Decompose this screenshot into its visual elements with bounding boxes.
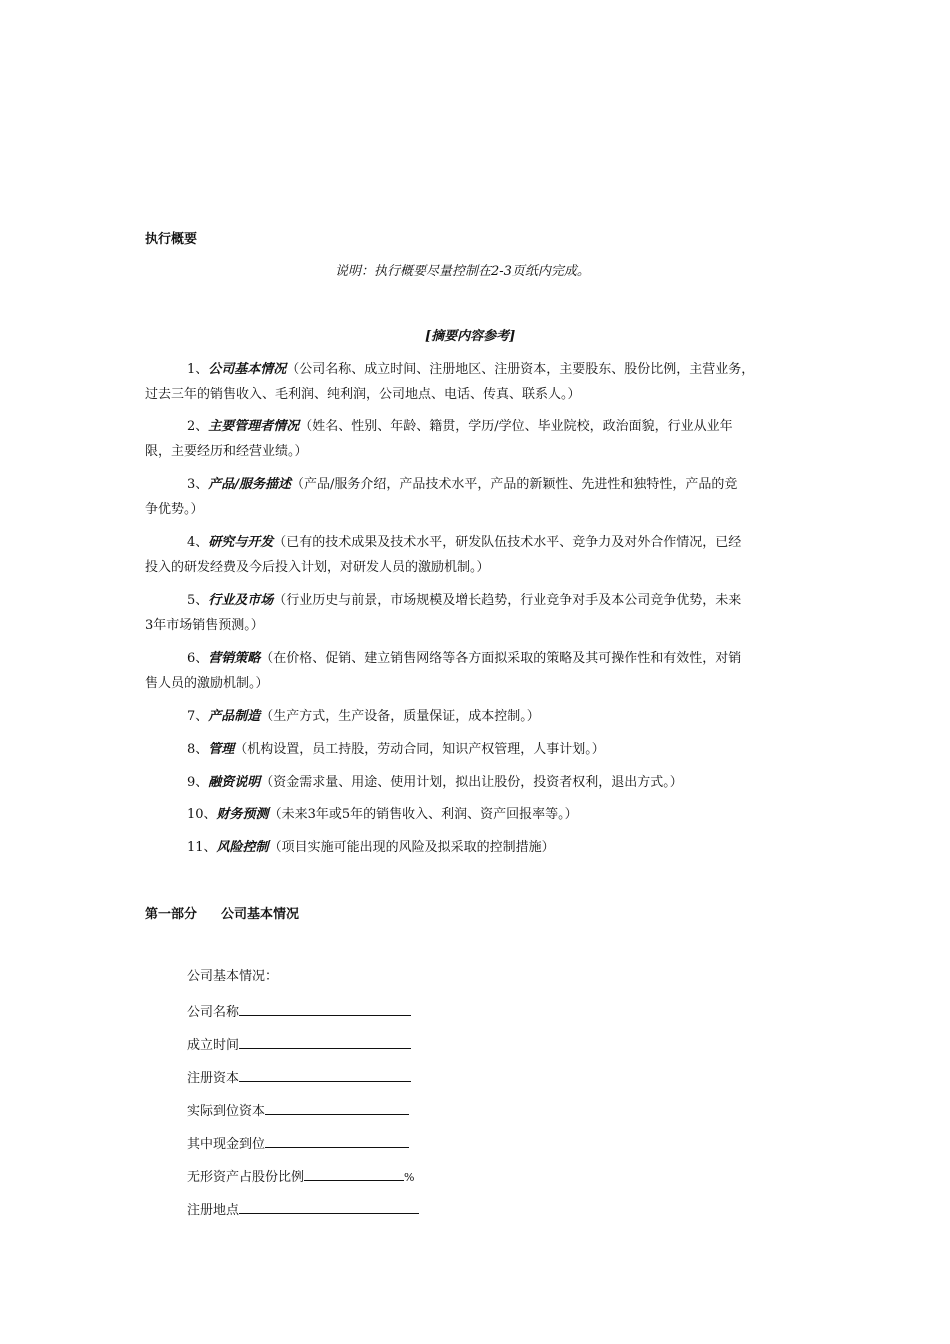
form-field xyxy=(187,1067,411,1088)
summary-item-desc-cont: 3年市场销售预测。） xyxy=(145,618,264,633)
form-field-label: 实际到位资本 xyxy=(187,1104,266,1119)
summary-item-label: 研究与开发 xyxy=(208,535,274,550)
summary-item-label: 融资说明 xyxy=(208,775,261,790)
part-title: 公司基本情况 xyxy=(221,907,300,922)
summary-item-number: 8、 xyxy=(187,742,209,757)
form-field-blank[interactable] xyxy=(265,1133,409,1148)
summary-item-desc: （未来3年或5年的销售收入、利润、资产回报率等。） xyxy=(268,807,578,822)
summary-item-line xyxy=(145,802,810,827)
summary-item-desc-cont: 争优势。） xyxy=(145,502,204,517)
summary-item-line xyxy=(145,414,810,439)
summary-item-line xyxy=(145,737,810,762)
summary-item-line xyxy=(145,357,810,382)
form-field xyxy=(187,1100,409,1121)
summary-item-desc-cont: 过去三年的销售收入、毛利润、纯利润，公司地点、电话、传真、联系人。） xyxy=(145,387,581,402)
summary-item xyxy=(145,737,810,762)
summary-item xyxy=(145,802,810,827)
form-intro: 公司基本情况： xyxy=(187,969,279,984)
summary-item xyxy=(145,472,810,522)
form-field-label: 其中现金到位 xyxy=(187,1137,266,1152)
form-field-blank[interactable] xyxy=(304,1166,404,1181)
summary-item-label: 产品/服务描述 xyxy=(208,477,292,492)
summary-item-number: 11、 xyxy=(187,840,217,855)
summary-item-number: 2、 xyxy=(187,419,209,434)
form-field xyxy=(187,1133,409,1154)
form-field xyxy=(187,1199,419,1220)
summary-item-label: 财务预测 xyxy=(216,807,269,822)
form-field-blank[interactable] xyxy=(239,1199,419,1214)
summary-item-number: 4、 xyxy=(187,535,209,550)
summary-item-number: 9、 xyxy=(187,775,209,790)
summary-item-label: 风险控制 xyxy=(216,840,269,855)
summary-item-label: 管理 xyxy=(208,742,235,757)
form-field-blank[interactable] xyxy=(239,1034,411,1049)
summary-item-line xyxy=(145,770,810,795)
summary-item-label: 主要管理者情况 xyxy=(208,419,300,434)
summary-item-number: 1、 xyxy=(187,362,209,377)
form-field-suffix: % xyxy=(404,1171,415,1184)
summary-item xyxy=(145,704,810,729)
summary-item-desc: （姓名、性别、年龄、籍贯，学历/学位、毕业院校，政治面貌，行业从业年 xyxy=(299,419,733,434)
form-field-label: 公司名称 xyxy=(187,1005,240,1020)
summary-item-desc: （项目实施可能出现的风险及拟采取的控制措施） xyxy=(268,840,555,855)
form-field-label: 注册地点 xyxy=(187,1203,240,1218)
summary-item-desc-cont: 限，主要经历和经营业绩。） xyxy=(145,444,308,459)
part-heading xyxy=(145,903,299,922)
summary-item-line xyxy=(145,530,810,555)
summary-item xyxy=(145,646,810,696)
section-title: 执行概要 xyxy=(145,232,198,247)
summary-item xyxy=(145,770,810,795)
summary-item xyxy=(145,588,810,638)
form-field-blank[interactable] xyxy=(239,1067,411,1082)
summary-item xyxy=(145,530,810,580)
summary-item-number: 5、 xyxy=(187,593,209,608)
summary-item-desc: （行业历史与前景，市场规模及增长趋势，行业竞争对手及本公司竞争优势，未来 xyxy=(273,593,742,608)
part-number: 第一部分 xyxy=(145,907,198,922)
summary-item-number: 10、 xyxy=(187,807,217,822)
form-field-label: 无形资产占股份比例 xyxy=(187,1170,305,1185)
form-field xyxy=(187,1001,411,1022)
summary-item xyxy=(145,357,810,407)
summary-item-desc: （资金需求量、用途、使用计划，拟出让股份，投资者权利，退出方式。） xyxy=(260,775,683,790)
summary-item-desc: （已有的技术成果及技术水平，研发队伍技术水平、竞争力及对外合作情况，已经 xyxy=(273,535,742,550)
summary-item-label: 公司基本情况 xyxy=(208,362,287,377)
summary-item-desc: （机构设置，员工持股，劳动合同，知识产权管理，人事计划。） xyxy=(234,742,605,757)
reference-title: [摘要内容参考] xyxy=(425,329,516,344)
summary-item-desc-cont: 售人员的激励机制。） xyxy=(145,676,269,691)
summary-item-desc: （公司名称、成立时间、注册地区、注册资本，主要股东、股份比例，主营业务， xyxy=(286,362,755,377)
summary-item xyxy=(145,414,810,464)
summary-item-number: 3、 xyxy=(187,477,209,492)
summary-item-desc: （产品/服务介绍，产品技术水平，产品的新颖性、先进性和独特性，产品的竞 xyxy=(291,477,738,492)
instruction-note: 说明：执行概要尽量控制在2-3页纸内完成。 xyxy=(335,264,590,279)
summary-item-number: 6、 xyxy=(187,651,209,666)
summary-item-line xyxy=(145,588,810,613)
summary-item xyxy=(145,835,810,860)
summary-item-desc: （生产方式，生产设备，质量保证，成本控制。） xyxy=(260,709,540,724)
summary-item-line xyxy=(145,472,810,497)
summary-item-line xyxy=(145,646,810,671)
summary-item-number: 7、 xyxy=(187,709,209,724)
summary-item-desc: （在价格、促销、建立销售网络等各方面拟采取的策略及其可操作性和有效性，对销 xyxy=(260,651,742,666)
form-field-label: 注册资本 xyxy=(187,1071,240,1086)
form-field-blank[interactable] xyxy=(239,1001,411,1016)
summary-item-line xyxy=(145,835,810,860)
summary-item-label: 产品制造 xyxy=(208,709,261,724)
summary-item-label: 营销策略 xyxy=(208,651,261,666)
summary-item-desc-cont: 投入的研发经费及今后投入计划，对研发人员的激励机制。） xyxy=(145,560,490,575)
summary-item-label: 行业及市场 xyxy=(208,593,274,608)
form-field xyxy=(187,1166,414,1187)
form-field xyxy=(187,1034,411,1055)
form-field-blank[interactable] xyxy=(265,1100,409,1115)
form-field-label: 成立时间 xyxy=(187,1038,240,1053)
summary-item-line xyxy=(145,704,810,729)
